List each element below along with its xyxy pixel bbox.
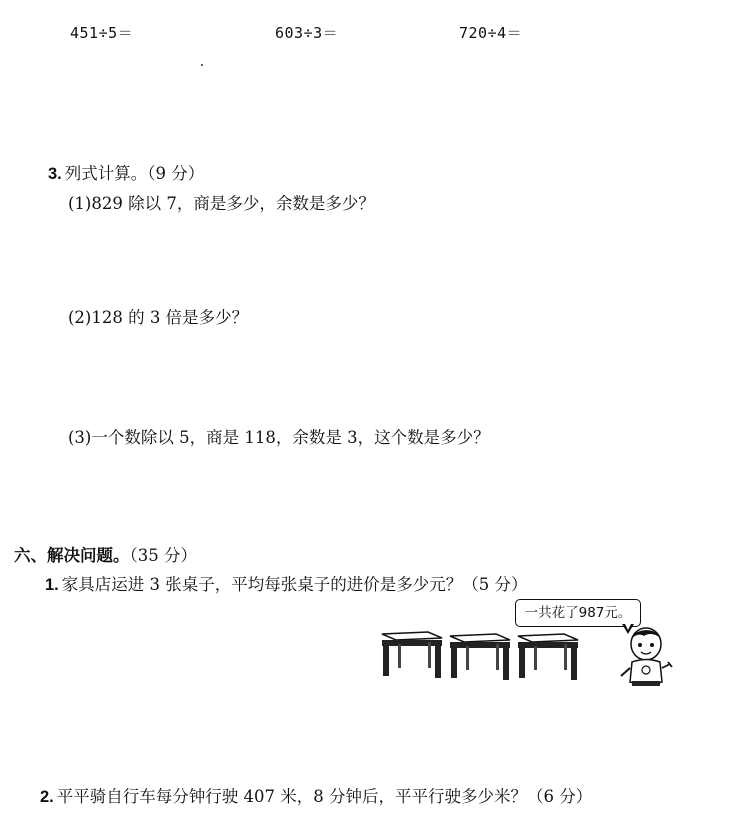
section-3-heading <box>48 160 204 184</box>
tables-illustration <box>378 624 583 682</box>
section-6-title: 六、解决问题。 <box>14 546 130 565</box>
table-icon <box>382 632 442 678</box>
section-3-title: 列式计算。（9 分） <box>64 164 205 183</box>
print-speck <box>201 64 203 66</box>
speech-bubble: 一共花了987元。 <box>515 599 641 627</box>
boy-icon <box>618 624 674 688</box>
problem-2 <box>40 783 592 807</box>
problem-1 <box>45 571 528 595</box>
table-icon <box>518 634 578 680</box>
problem-2-number: 2. <box>40 788 54 806</box>
problem-2-text: 平平骑自行车每分钟行驶 407 米，8 分钟后，平平行驶多少米？（6 分） <box>56 787 593 806</box>
equation-2: 603÷3＝ <box>275 24 339 42</box>
table-icon <box>450 634 510 680</box>
section-3-number: 3. <box>48 165 62 183</box>
question-3-2: (2)128 的 3 倍是多少？ <box>68 308 249 327</box>
equation-3: 720÷4＝ <box>459 24 523 42</box>
question-3-1: (1)829 除以 7，商是多少，余数是多少？ <box>68 194 375 213</box>
equation-1: 451÷5＝ <box>70 24 134 42</box>
problem-1-number: 1. <box>45 576 59 594</box>
section-6-score: （35 分） <box>129 546 197 565</box>
section-6-heading <box>14 542 197 566</box>
problem-1-text: 家具店运进 3 张桌子，平均每张桌子的进价是多少元？（5 分） <box>61 575 528 594</box>
question-3-3: (3)一个数除以 5，商是 118，余数是 3，这个数是多少？ <box>68 428 490 447</box>
